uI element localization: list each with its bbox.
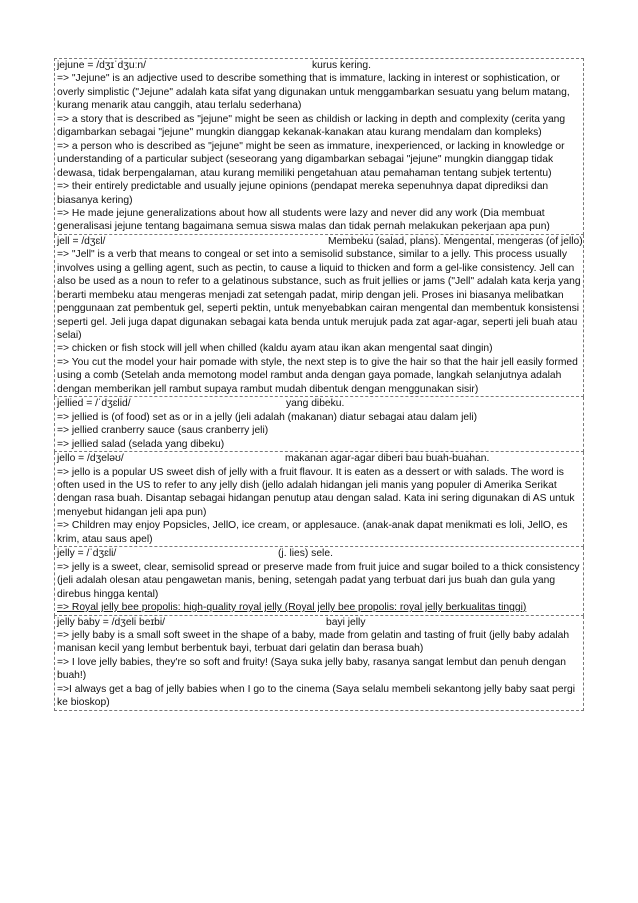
entry-line: => "Jejune" is an adjective used to describe something that is immature, lacking in interest or sophistication, or overly simplistic ("Jejune" adalah kata sifat yang digunakan untuk menggambarkan sesuatu yang belum matang, kurang menarik atau canggih, atau terlalu sederhana) — [57, 73, 570, 112]
glossary-page — [54, 58, 584, 711]
entry-line: => Children may enjoy Popsicles, JellO, ice cream, or applesauce. (anak-anak dapat menikmati es loli, JellO, es krim, atau saus apel) — [57, 520, 568, 545]
entry-line: => I love jelly babies, they're so soft and fruity! (Saya suka jelly baby, rasanya sangat lembut dan penuh dengan buah!) — [57, 656, 566, 682]
entry-line: => jellied is (of food) set as or in a jelly (jeli adalah (makanan) diatur sebagai atau dalam jeli) — [57, 411, 478, 423]
entry-word: jelly = /ˈdʒɛli/ — [57, 548, 117, 560]
entry-meaning: Membeku (salad, plans). Mengental, mengeras (of jello) — [328, 235, 583, 247]
entry-header — [55, 547, 583, 560]
entry-header — [55, 235, 583, 248]
entry-jello — [54, 452, 584, 547]
entry-line: =>I always get a bag of jelly babies when I go to the cinema (Saya selalu membeli sekantong jelly baby saat pergi ke bioskop) — [57, 683, 576, 709]
entry-meaning: kurus kering. — [312, 60, 371, 71]
entry-word: jelly baby = /dʒeli beɪbi/ — [57, 616, 166, 628]
entry-line: => their entirely predictable and usually jejune opinions (pendapat mereka sepenuhnya dapat diprediksi dan biasanya kering) — [57, 181, 549, 206]
entry-jellied — [54, 397, 584, 452]
entry-line: => chicken or fish stock will jell when chilled (kaldu ayam atau ikan akan mengental saat dingin) — [57, 343, 493, 355]
entry-word: jell = /dʒɛl/ — [57, 235, 106, 247]
entry-meaning: yang dibeku. — [286, 398, 345, 410]
entry-line: => "Jell" is a verb that means to congeal or set into a semisolid substance, similar to a jelly. This process usually involves using a gelling agent, such as pectin, to cause a liquid to thicken and form a gel-like consistency. Jell can also be used as a noun to refer to a gelatinous substance, such as fruit jellies or jams ("Jell" adalah kata kerja yang berarti membeku atau mengeras menjadi zat setengah padat, mirip dengan jeli. Proses ini biasanya melibatkan penggunaan zat pembentuk gel, seperti pektin, untuk menyebabkan cairan mengental dan membentuk konsistensi seperti gel. Jeli juga dapat digunakan sebagai kata benda untuk merujuk pada zat agar-agar, seperti jeli buah atau selai) — [57, 249, 581, 342]
entry-word: jellied = /ˈdʒɛlid/ — [57, 398, 131, 410]
entry-jelly-baby — [54, 616, 584, 711]
entry-line: => jellied salad (selada yang dibeku) — [57, 438, 225, 450]
entry-meaning: (j. lies) sele. — [278, 548, 333, 560]
entry-meaning: makanan agar-agar diberi bau buah-buahan. — [285, 453, 490, 465]
entry-line: => jello is a popular US sweet dish of jelly with a fruit flavour. It is eaten as a dessert or with salads. The word is often used in the US to refer to any jelly dish (jello adalah hidangan jeli manis yang populer di Amerika Serikat dengan rasa buah. Disantap sebagai hidangan penutup atau dengan salad. Kata ini sering digunakan di AS untuk menyebut hidangan jeli apa pun) — [57, 466, 575, 518]
entry-meaning: bayi jelly — [326, 616, 366, 628]
entry-line: => He made jejune generalizations about how all students were lazy and never did any work (Dia membuat generalisasi jejune tentang bagaimana semua siswa malas dan tidak pernah melakukan pekerjaan apa pun) — [57, 207, 550, 233]
entry-line: => a person who is described as "jejune" might be seen as immature, inexperienced, or lacking in knowledge or understanding of a particular subject (seseorang yang digambarkan sebagai "jejune" mungkin dianggap tidak dewasa, tidak berpengalaman, atau kurang memiliki pengetahuan atau pemahaman tentang subjek tertentu) — [57, 140, 565, 179]
entry-jelly — [54, 547, 584, 615]
entry-jell — [54, 235, 584, 397]
entry-jejune — [54, 58, 584, 235]
entry-header — [55, 397, 583, 410]
entry-word: jello = /dʒeləʊ/ — [57, 453, 124, 465]
entry-word: jejune = /dʒɪˈdʒuːn/ — [57, 60, 147, 71]
entry-line: => You cut the model your hair pomade with style, the next step is to give the hair so that the hair jell easily formed using a comb (Setelah anda memotong model rambut anda dengan gaya pomade, langkah selanjutnya adalah dengan memberikan jell rambut supaya rambut mudah dibentuk dengan menggunakan sisir) — [57, 356, 578, 395]
entry-header — [55, 452, 583, 465]
entry-line: => a story that is described as "jejune" might be seen as childish or lacking in depth and complexity (cerita yang digambarkan sebagai "jejune" mungkin dianggap kekanak-kanakan atau kurang mendalam dan kompleks) — [57, 113, 566, 139]
entry-header — [55, 616, 583, 629]
entry-line: => jelly is a sweet, clear, semisolid spread or preserve made from fruit juice and sugar boiled to a thick consistency (jeli adalah olesan atau pengawetan manis, bening, setengah padat yang terbuat dari jus buah dan gula yang direbus hingga kental) — [57, 561, 580, 600]
entry-header — [55, 59, 583, 72]
entry-line: => Royal jelly bee propolis: high-quality royal jelly (Royal jelly bee propolis: royal jelly berkualitas tinggi) — [57, 602, 527, 614]
entry-line: => jelly baby is a small soft sweet in the shape of a baby, made from gelatin and tasting of fruit (jelly baby adalah manisan kecil yang lembut berbentuk bayi, terbuat dari gelatin dan berasa buah) — [57, 629, 570, 655]
entry-line: => jellied cranberry sauce (saus cranberry jeli) — [57, 425, 269, 437]
